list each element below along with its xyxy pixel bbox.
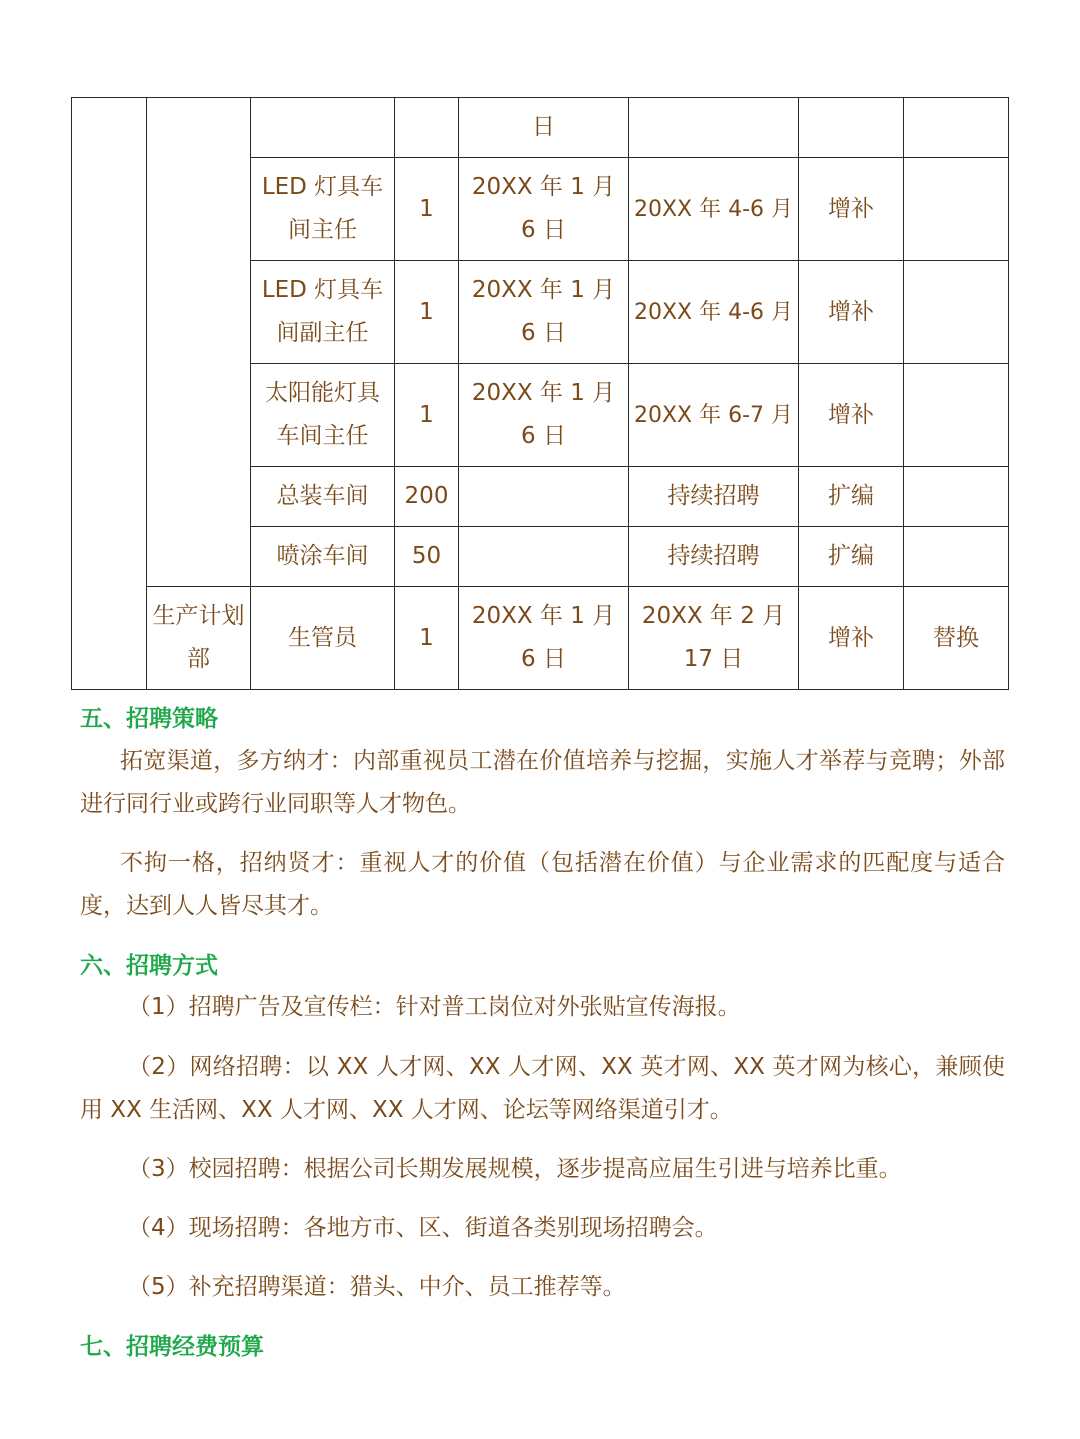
table-cell-position: LED 灯具车间副主任 (251, 261, 395, 364)
section-heading-strategy: 五、招聘策略 (80, 706, 218, 732)
table-cell-count: 1 (395, 261, 459, 364)
table-cell-position: 总装车间 (251, 467, 395, 527)
table-cell-department: 生产计划部 (147, 587, 251, 690)
table-cell-count: 1 (395, 158, 459, 261)
section-heading-methods: 六、招聘方式 (80, 953, 218, 979)
list-item: （1）招聘广告及宣传栏：针对普工岗位对外张贴宣传海报。 (128, 994, 741, 1020)
table-cell-reason: 增补 (799, 261, 904, 364)
table-cell-count: 1 (395, 364, 459, 467)
table-cell-arrive-date: 持续招聘 (629, 467, 799, 527)
table-cell-reason: 增补 (799, 587, 904, 690)
section-heading-budget: 七、招聘经费预算 (80, 1334, 264, 1360)
table-cell-reason: 增补 (799, 158, 904, 261)
table-cell-apply-date: 20XX 年 1 月 6 日 (459, 158, 629, 261)
table-cell-empty (251, 98, 395, 158)
paragraph: 不拘一格，招纳贤才：重视人才的价值（包括潜在价值）与企业需求的匹配度与适合度，达到人人皆尽其才。 (80, 850, 1005, 919)
table-cell-apply-date: 20XX 年 1 月 6 日 (459, 364, 629, 467)
table-cell-note: 替换 (904, 587, 1009, 690)
table-cell-arrive-date: 20XX 年 6-7 月 (629, 364, 799, 467)
table-cell-apply-date: 20XX 年 1 月 6 日 (459, 587, 629, 690)
table-cell-note (904, 527, 1009, 587)
table-cell-arrive-date: 20XX 年 4-6 月 (629, 261, 799, 364)
list-item: （5）补充招聘渠道：猎头、中介、员工推荐等。 (128, 1274, 626, 1300)
table-cell-note (904, 467, 1009, 527)
table-cell-empty (147, 98, 251, 587)
list-item: （3）校园招聘：根据公司长期发展规模，逐步提高应届生引进与培养比重。 (128, 1156, 902, 1182)
table-cell-count: 1 (395, 587, 459, 690)
table-cell-arrive-date: 持续招聘 (629, 527, 799, 587)
table-row (72, 587, 1009, 690)
table-cell-note (904, 158, 1009, 261)
list-item: （2）网络招聘：以 XX 人才网、XX 人才网、XX 英才网、XX 英才网为核心，兼顾使用 XX 生活网、XX 人才网、XX 人才网、论坛等网络渠道引才。 (80, 1054, 1005, 1123)
table-cell-reason: 扩编 (799, 467, 904, 527)
table-cell-position: 生管员 (251, 587, 395, 690)
table-row (72, 98, 1009, 158)
table-cell-position: 太阳能灯具车间主任 (251, 364, 395, 467)
table-cell-apply-date (459, 527, 629, 587)
paragraph: 拓宽渠道，多方纳才：内部重视员工潜在价值培养与挖掘，实施人才举荐与竞聘；外部进行同行业或跨行业同职等人才物色。 (80, 748, 1005, 817)
table-cell-arrive-date: 20XX 年 2 月 17 日 (629, 587, 799, 690)
table-cell-empty (629, 98, 799, 158)
table-cell-reason: 扩编 (799, 527, 904, 587)
table-cell-apply-date: 20XX 年 1 月 6 日 (459, 261, 629, 364)
table-cell-position: LED 灯具车间主任 (251, 158, 395, 261)
table-cell-apply-date (459, 467, 629, 527)
table-cell-reason: 增补 (799, 364, 904, 467)
table-cell-count: 200 (395, 467, 459, 527)
table-cell-empty (799, 98, 904, 158)
table-cell-empty (904, 98, 1009, 158)
table-cell-note (904, 261, 1009, 364)
table-cell-apply-date: 日 (459, 98, 629, 158)
recruitment-plan-table (71, 97, 1009, 690)
table-cell-empty (395, 98, 459, 158)
table-cell-note (904, 364, 1009, 467)
list-item: （4）现场招聘：各地方市、区、街道各类别现场招聘会。 (128, 1215, 718, 1241)
table-cell-arrive-date: 20XX 年 4-6 月 (629, 158, 799, 261)
table-cell-position: 喷涂车间 (251, 527, 395, 587)
table-cell-empty (72, 98, 147, 690)
table-cell-count: 50 (395, 527, 459, 587)
